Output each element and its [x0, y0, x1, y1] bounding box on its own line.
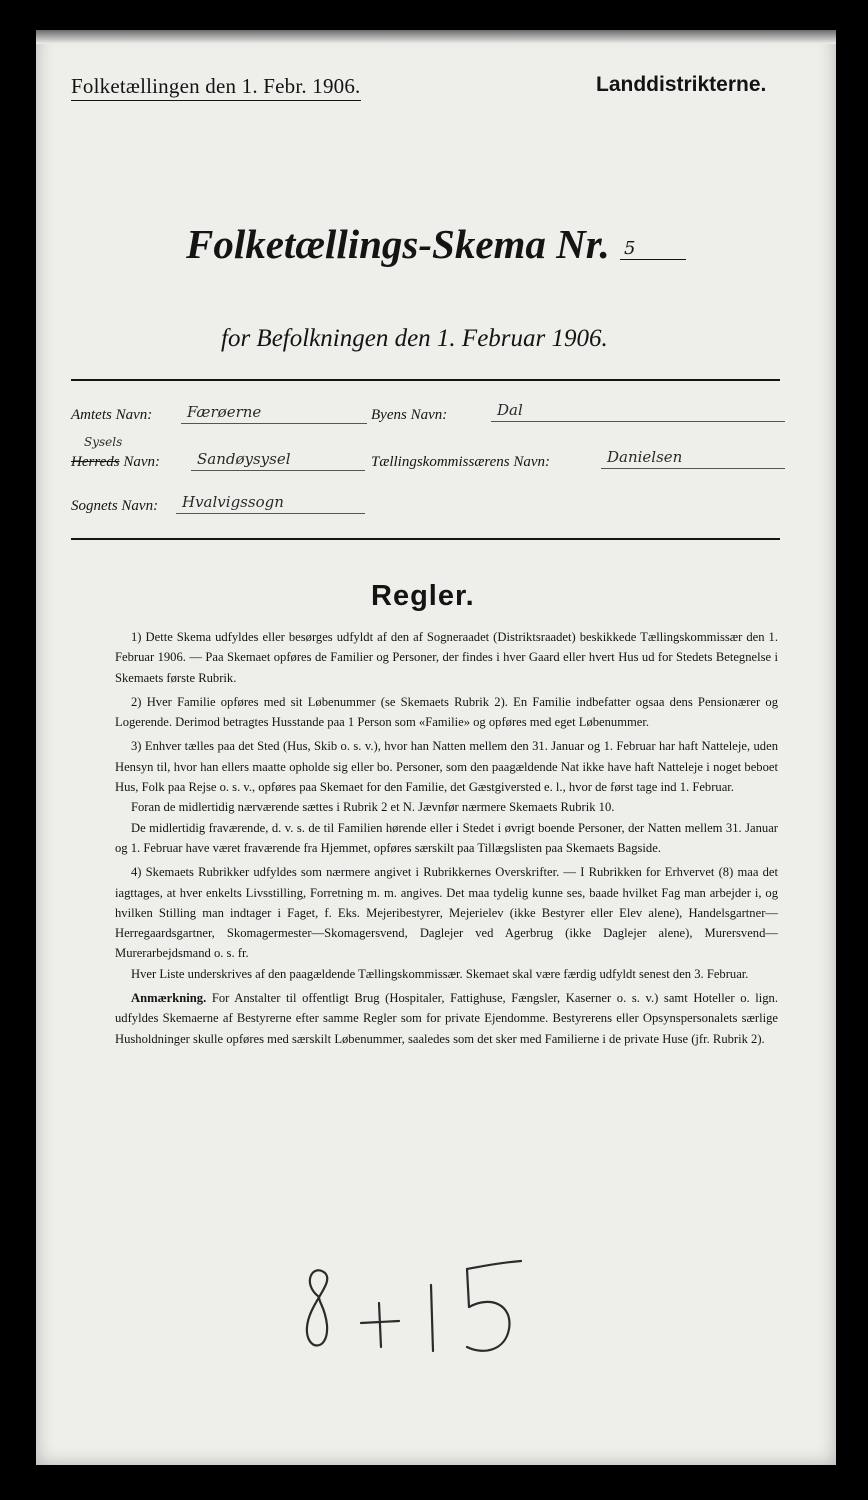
herred-label-rest: Navn:	[119, 454, 161, 470]
form-subtitle: for Befolkningen den 1. Februar 1906.	[221, 325, 608, 352]
sogn-label: Sognets Navn:	[71, 498, 159, 514]
form-title-text: Folketællings-Skema Nr.	[186, 221, 610, 267]
herred-label	[71, 454, 160, 471]
divider-bottom	[71, 538, 780, 540]
handwritten-total	[291, 1255, 571, 1375]
rule-paragraph: 1) Dette Skema udfyldes eller besørges udfyldt af den af Sogneraadet (Distriktsraadet) beskikkede Tællingskommissær den 1. Februar 1906. — Paa Skemaet opføres de Familier og Personer, der findes i hver Gaard eller hvert Hus ud for Stedets Betegnelse i Skemaets første Rubrik.	[115, 630, 778, 685]
form-number: 5	[620, 238, 686, 260]
header-district-type: Landdistrikterne.	[596, 73, 767, 96]
herred-value: Sandøysysel	[191, 450, 365, 471]
herred-struck-word: Herreds	[71, 454, 120, 470]
amt-label: Amtets Navn:	[71, 407, 153, 423]
kommissaer-label: Tællingskommissærens Navn:	[371, 454, 551, 470]
by-label: Byens Navn:	[371, 407, 448, 423]
rules-body	[115, 627, 778, 1053]
rule-paragraph: 3) Enhver tælles paa det Sted (Hus, Skib o. s. v.), hvor han Natten mellem den 31. Januar og 1. Februar har haft Natteleje, uden Hensyn til, hvor han ellers maatte opholde sig eller bo. Personer, som den paagældende Nat ikke have haft Natteleje i noget beboet Hus, Folk paa Rejse o. s. v., opføres paa Skemaet for den Familie, det Gæstgiversted e. l., hvor de først tage ind 1. Februar.	[115, 739, 778, 795]
form-title	[186, 220, 686, 268]
rule-paragraph: 2) Hver Familie opføres med sit Løbenummer (se Skemaets Rubrik 2). En Familie indbefatter ogsaa dens Pensionærer og Logerende. Derimod betragtes Husstande paa 1 Person som «Familie» og opføres med eget Løbenummer.	[115, 694, 778, 730]
rule-paragraph: Foran de midlertidig nærværende sættes i Rubrik 2 et N. Jævnfør nærmere Skemaets Rubrik 10.	[131, 800, 615, 815]
rule-paragraph: De midlertidig fraværende, d. v. s. de til Familien hørende eller i Stedet i øvrigt boende Personer, der Natten mellem 31. Januar og 1. Februar have været fraværende fra Hjemmet, opføres særskilt paa Tillægslisten paa Skemaets Bagside.	[115, 820, 778, 855]
rule-paragraph: Hver Liste underskrives af den paagældende Tællingskommissær. Skemaet skal være færdig udfyldt senest den 3. Februar.	[131, 966, 749, 981]
handwritten-total-drawing	[291, 1255, 571, 1375]
rule-note	[115, 988, 778, 1049]
by-value: Dal	[491, 401, 785, 422]
header-census-date: Folketællingen den 1. Febr. 1906.	[71, 74, 361, 101]
sogn-value: Hvalvigssogn	[176, 493, 365, 514]
kommissaer-value: Danielsen	[601, 448, 785, 469]
divider-top	[71, 379, 780, 381]
herred-correction: Sysels	[84, 435, 123, 449]
rules-heading: Regler.	[371, 580, 475, 612]
rule-paragraph: 4) Skemaets Rubrikker udfyldes som nærmere angivet i Rubrikkernes Overskrifter. — I Rubrikken for Erhvervet (8) maa det iagttages, at hver enkelts Livsstilling, Forretning m. m. angives. Det maa tydelig kunne ses, baade hvilket Fag man arbejder i, og hvilken Stilling man indtager i Faget, f. Eks. Mejeribestyrer, Mejerielev (ikke Bestyrer eller Elev alene), Handelsgartner—Herregaardsgartner, Skomagermester—Skomagersvend, Daglejer ved Agerbrug (ikke Daglejer alene), Murersvend—Murerarbejdsmand o. s. fr.	[115, 865, 778, 961]
rule-note-text: For Anstalter til offentligt Brug (Hospitaler, Fattighuse, Fængsler, Kaserner o. s. v.) samt Hoteller o. lign. udfyldes Skemaerne af Bestyrerne efter samme Regler som for private Ejendomme. Bestyrerens eller Opsynspersonalets særlige Husholdninger skulle opføres med særskilt Løbenummer, saaledes som det sker med Familierne i de private Huse (jfr. Rubrik 2).	[115, 991, 778, 1046]
rule-note-label: Anmærkning.	[131, 991, 207, 1006]
census-form-page	[36, 30, 836, 1465]
amt-value: Færøerne	[181, 403, 367, 424]
